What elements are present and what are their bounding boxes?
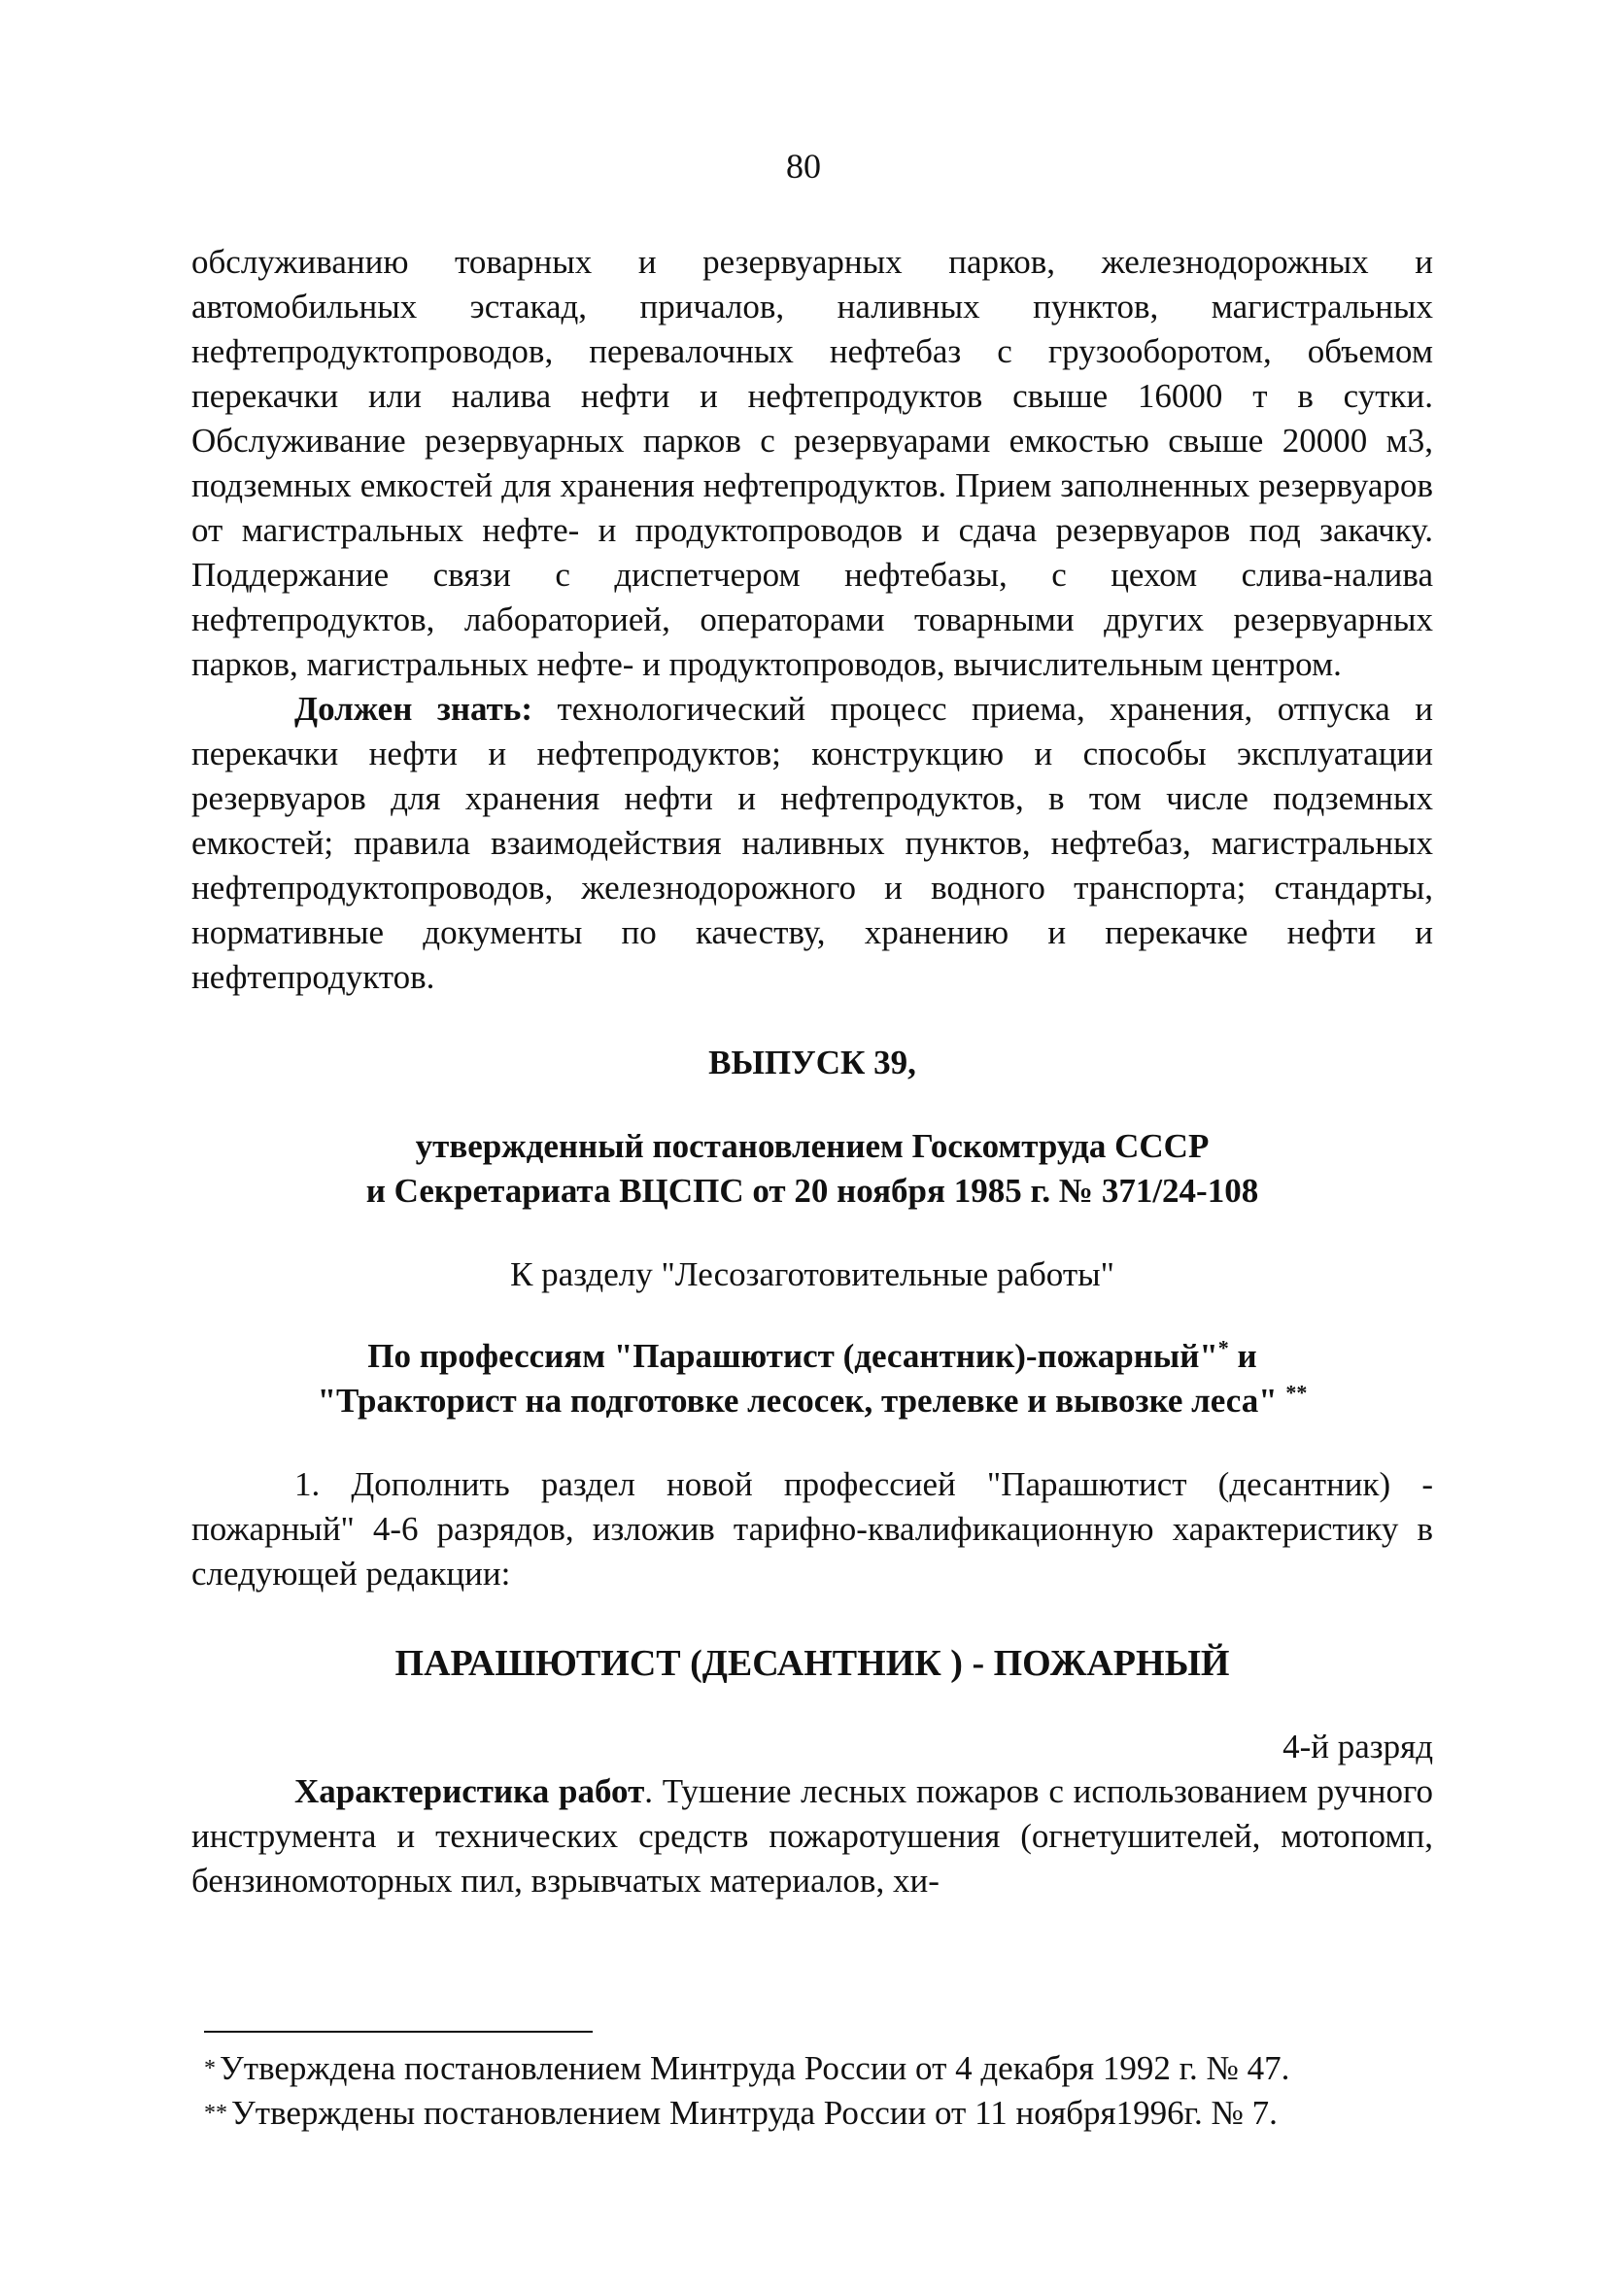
release-heading: ВЫПУСК 39, <box>708 1044 916 1081</box>
footnote-1 <box>204 2046 1438 2091</box>
must-know-label: Должен знать: <box>294 690 533 728</box>
approval-line-2: и Секретариата ВЦСПС от 20 ноября 1985 г. № 371/24-108 <box>365 1172 1259 1210</box>
profession-title: ПАРАШЮТИСТ (ДЕСАНТНИК ) - ПОЖАРНЫЙ <box>394 1643 1230 1684</box>
must-know-text: технологический процесс приема, хранения, отпуска и перекачки нефти и нефтепродуктов; конструкцию и способы эксплуатации резервуаров для хранения нефти и нефтепродуктов, в том числе подземных емкостей; правила взаимодействия наливных пунктов, нефтебаз, магистральных нефтепродуктопроводов, железнодорожного и водного транспорта; стандарты, нормативные документы по качеству, хранению и перекачке нефти и нефтепродуктов. <box>191 690 1433 996</box>
footnote-2 <box>204 2091 1438 2136</box>
approval-line-1: утвержденный постановлением Госкомтруда СССР <box>415 1127 1210 1165</box>
paragraph-continuation: обслуживанию товарных и резервуарных парков, железнодорожных и автомобильных эстакад, причалов, наливных пунктов, магистральных нефтепродуктопроводов, перевалочных нефтебаз с грузооборотом, объемом перекачки или налива нефти и нефтепродуктов свыше 16000 т в сутки. Обслуживание резервуарных парков с резервуарами емкостью свыше 20000 м3, подземных емкостей для хранения нефтепродуктов. Прием заполненных резервуаров от магистральных нефте- и продуктопроводов и сдача резервуаров под закачку. Поддержание связи с диспетчером нефтебазы, с цехом слива-налива нефтепродуктов, лабораторией, операторами товарными других резервуарных парков, магистральных нефте- и продуктопроводов, вычислительным центром. <box>191 243 1433 683</box>
rank-label: 4-й разряд <box>1282 1728 1433 1765</box>
approval-heading <box>191 1124 1433 1214</box>
amendment-paragraph: 1. Дополнить раздел новой профессией "Парашютист (десантник) - пожарный" 4-6 разрядов, изложив тарифно-квалификационную характеристику в следующей редакции: <box>191 1465 1433 1593</box>
page-body <box>191 240 1433 1903</box>
footnote-1-text: Утверждена постановлением Минтруда России от 4 декабря 1992 г. № 47. <box>220 2049 1290 2087</box>
footnote-ref-2: ** <box>1285 1380 1308 1405</box>
footnote-1-mark: * <box>204 2056 216 2081</box>
paragraph-must-know <box>191 687 1433 1000</box>
profession-heading-line-2 <box>191 1379 1433 1423</box>
footnote-divider <box>204 2031 593 2033</box>
profession-heading-line-1-end: и <box>1228 1337 1257 1375</box>
section-reference: К разделу "Лесозаготовительные работы" <box>510 1255 1114 1293</box>
footnotes <box>204 2046 1438 2136</box>
footnote-2-mark: ** <box>204 2101 227 2126</box>
paragraph-work-characteristics <box>191 1769 1433 1903</box>
profession-heading-line-1-text: По профессиям "Парашютист (десантник)-пожарный" <box>367 1337 1218 1375</box>
footnote-ref-1: * <box>1217 1335 1229 1360</box>
work-char-label: Характеристика работ <box>294 1772 645 1810</box>
profession-heading-line-2-text: "Тракторист на подготовке лесосек, трелевке и вывозке леса" <box>317 1382 1278 1420</box>
work-char-text: . Тушение лесных пожаров с использованием ручного инструмента и технических средств пожаротушения (огнетушителей, мотопомп, бензиномоторных пил, взрывчатых материалов, хи- <box>191 1772 1433 1900</box>
footnote-2-text: Утверждены постановлением Минтруда России от 11 ноября1996г. № 7. <box>231 2094 1278 2132</box>
profession-heading <box>191 1334 1433 1423</box>
profession-heading-line-1 <box>191 1334 1433 1379</box>
page-number: 80 <box>786 147 821 186</box>
